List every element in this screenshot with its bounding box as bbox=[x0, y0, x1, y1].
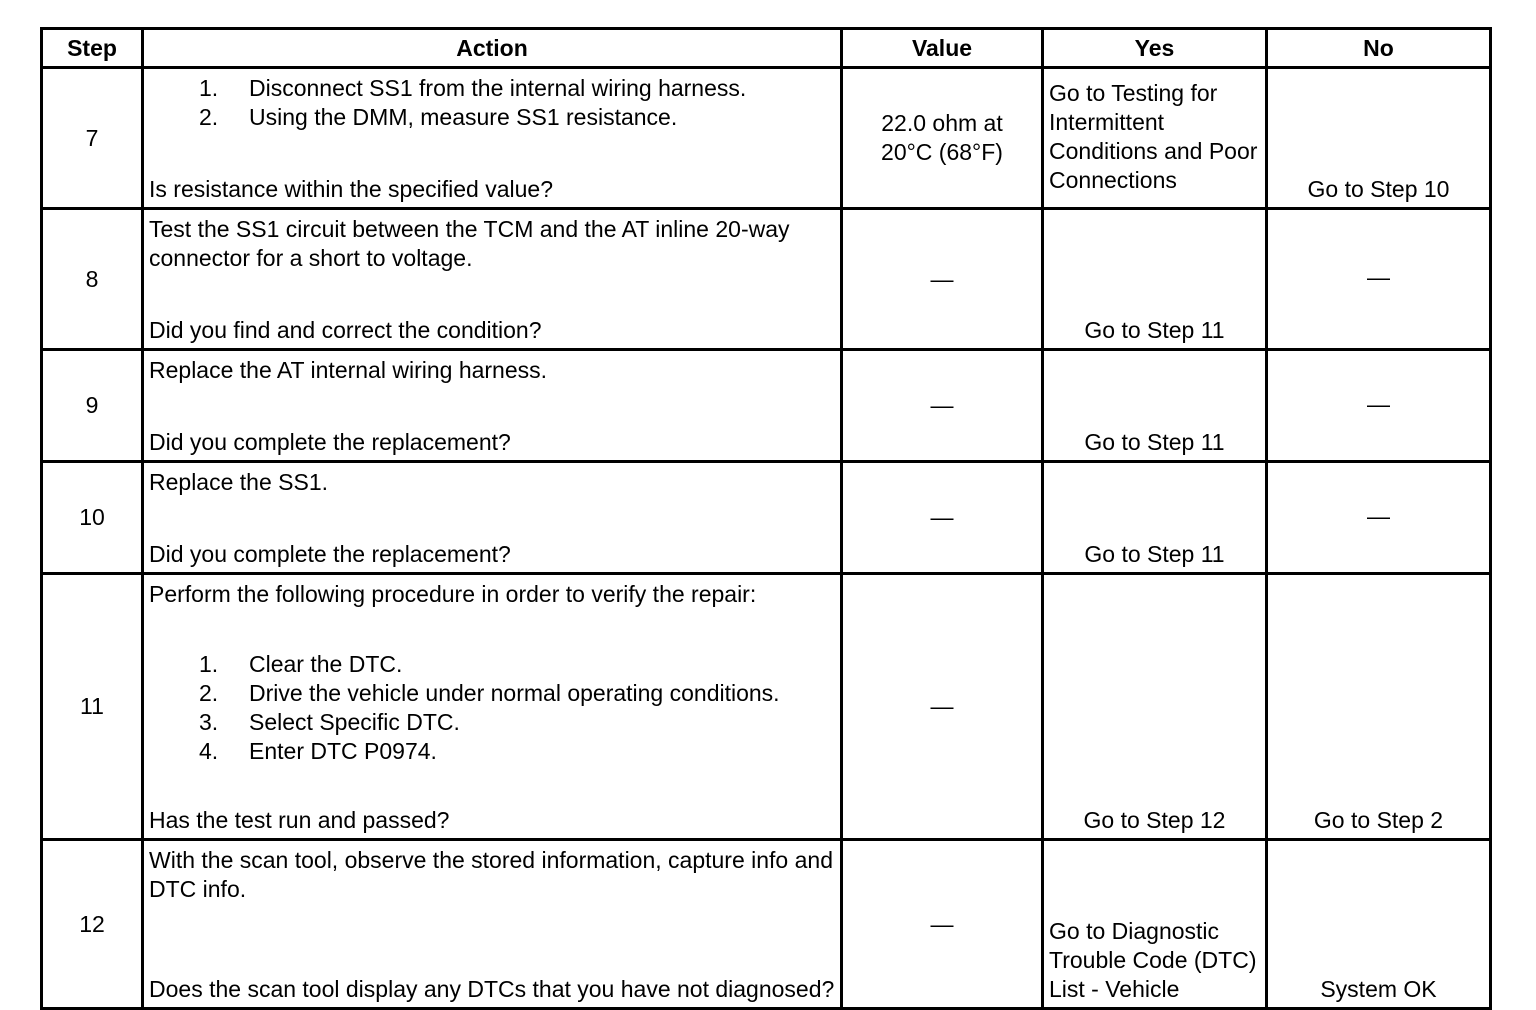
yes-cell: Go to Diagnostic Trouble Code (DTC) List - Vehicle bbox=[1043, 840, 1267, 1009]
header-value: Value bbox=[842, 29, 1043, 68]
action-step-list bbox=[149, 650, 835, 766]
diagnostic-table bbox=[40, 27, 1492, 1010]
table-row-step-11 bbox=[42, 574, 1491, 840]
action-question: Does the scan tool display any DTCs that you have not diagnosed? bbox=[149, 976, 835, 1002]
action-cell bbox=[143, 840, 842, 1009]
table-row-step-10 bbox=[42, 462, 1491, 574]
value-cell: 22.0 ohm at 20°C (68°F) bbox=[842, 68, 1043, 209]
action-text: With the scan tool, observe the stored information, capture info and DTC info. bbox=[149, 847, 833, 902]
step-number: 12 bbox=[42, 840, 143, 1009]
step-number: 10 bbox=[42, 462, 143, 574]
list-item: 3. Select Specific DTC. bbox=[199, 708, 460, 735]
yes-cell: Go to Step 11 bbox=[1043, 462, 1267, 574]
step-number: 9 bbox=[42, 350, 143, 462]
no-cell: Go to Step 2 bbox=[1267, 574, 1491, 840]
action-text: Replace the AT internal wiring harness. bbox=[149, 357, 548, 383]
action-question: Did you find and correct the condition? bbox=[149, 317, 542, 343]
list-item: 4. Enter DTC P0974. bbox=[199, 737, 437, 764]
list-item: 2. Drive the vehicle under normal operating conditions. bbox=[199, 679, 780, 706]
no-cell: System OK bbox=[1267, 840, 1491, 1009]
header-step: Step bbox=[42, 29, 143, 68]
yes-cell: Go to Step 11 bbox=[1043, 209, 1267, 350]
action-cell bbox=[143, 350, 842, 462]
step-number: 8 bbox=[42, 209, 143, 350]
action-step-list bbox=[149, 74, 835, 132]
action-question: Has the test run and passed? bbox=[149, 807, 450, 833]
list-item: 1. Disconnect SS1 from the internal wiring harness. bbox=[199, 75, 747, 101]
value-cell: — bbox=[842, 209, 1043, 350]
list-item: 2. Using the DMM, measure SS1 resistance. bbox=[199, 104, 678, 130]
list-item: 1. Clear the DTC. bbox=[199, 650, 403, 677]
action-text: Replace the SS1. bbox=[149, 469, 329, 495]
value-cell: — bbox=[842, 350, 1043, 462]
step-number: 11 bbox=[42, 574, 143, 840]
table-row-step-7 bbox=[42, 68, 1491, 209]
value-cell: — bbox=[842, 840, 1043, 1009]
value-cell: — bbox=[842, 462, 1043, 574]
no-cell: — bbox=[1267, 209, 1491, 350]
action-cell bbox=[143, 68, 842, 209]
action-question: Is resistance within the specified value? bbox=[149, 176, 553, 202]
action-question: Did you complete the replacement? bbox=[149, 541, 511, 567]
action-cell bbox=[143, 209, 842, 350]
header-yes: Yes bbox=[1043, 29, 1267, 68]
header-row bbox=[42, 29, 1491, 68]
no-cell: — bbox=[1267, 350, 1491, 462]
action-text: Test the SS1 circuit between the TCM and the AT inline 20-way connector for a short to voltage. bbox=[149, 216, 790, 271]
action-text: Perform the following procedure in order to verify the repair: bbox=[149, 581, 757, 607]
no-cell: — bbox=[1267, 462, 1491, 574]
action-cell bbox=[143, 574, 842, 840]
action-cell bbox=[143, 462, 842, 574]
yes-cell: Go to Step 12 bbox=[1043, 574, 1267, 840]
no-cell: Go to Step 10 bbox=[1267, 68, 1491, 209]
table-row-step-8 bbox=[42, 209, 1491, 350]
yes-cell: Go to Testing for Intermittent Conditions and Poor Connections bbox=[1043, 68, 1267, 209]
table-row-step-12 bbox=[42, 840, 1491, 1009]
step-number: 7 bbox=[42, 68, 143, 209]
table-row-step-9 bbox=[42, 350, 1491, 462]
header-action: Action bbox=[143, 29, 842, 68]
value-cell: — bbox=[842, 574, 1043, 840]
yes-cell: Go to Step 11 bbox=[1043, 350, 1267, 462]
header-no: No bbox=[1267, 29, 1491, 68]
action-question: Did you complete the replacement? bbox=[149, 429, 511, 455]
